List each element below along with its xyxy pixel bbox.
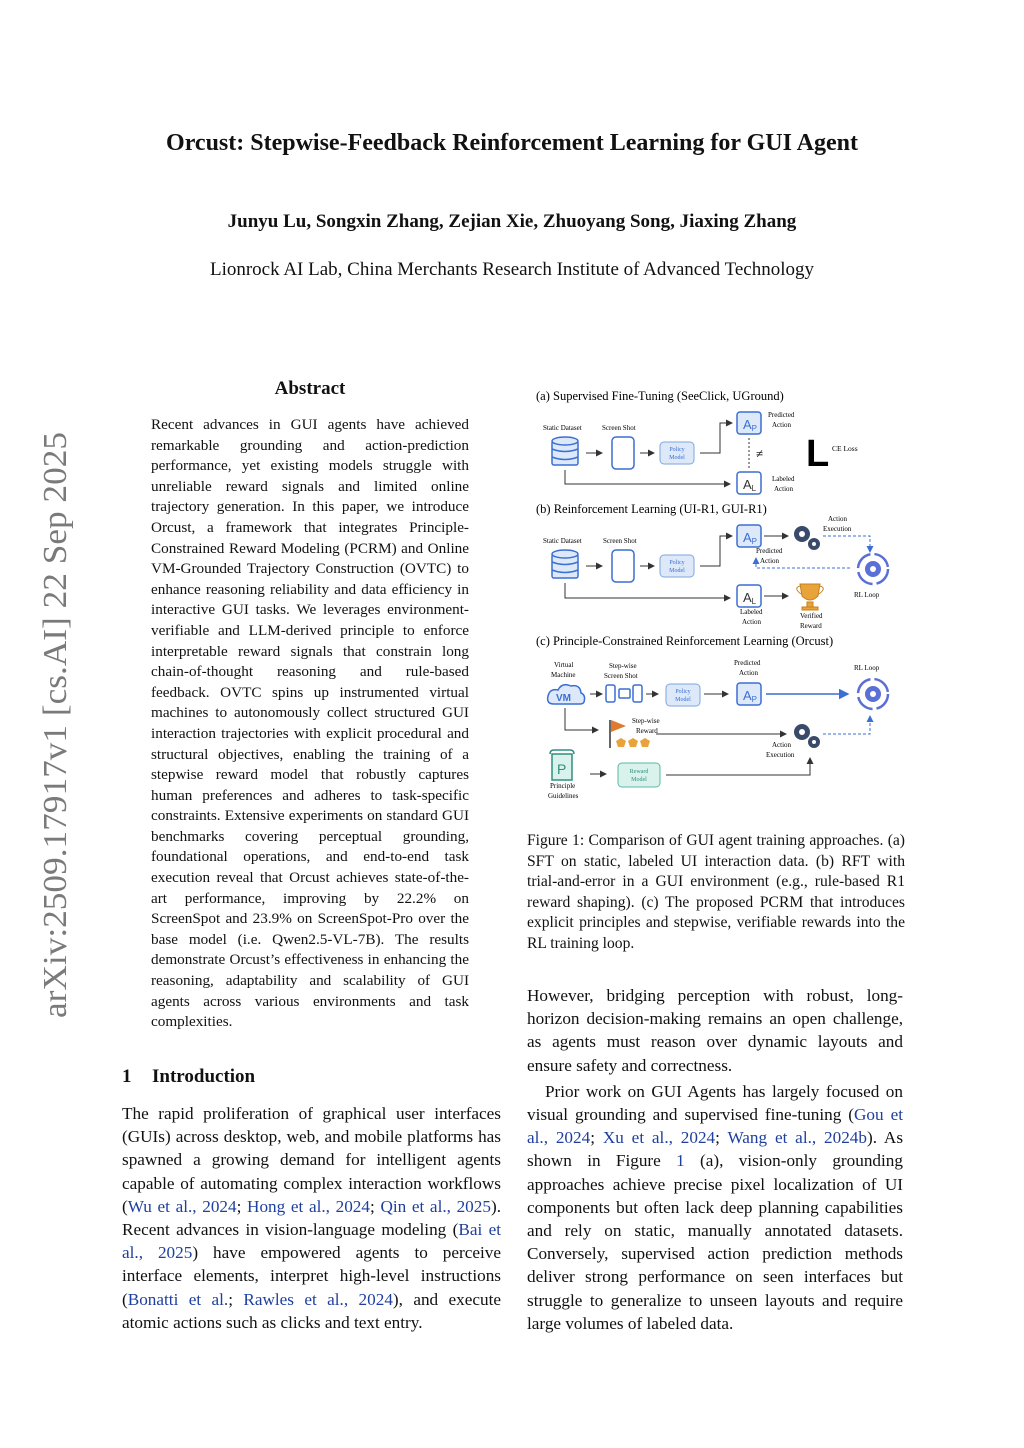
stepwise-screenshot-label: Screen Shot	[604, 672, 638, 680]
flow-arrow	[700, 536, 732, 566]
ce-loss-label: CE Loss	[832, 444, 858, 453]
stepwise-screens-icon	[606, 685, 642, 702]
action-execution-label: Execution	[766, 751, 795, 759]
predicted-action-label: Predicted	[734, 659, 761, 667]
figure-ref-link[interactable]: 1	[676, 1151, 685, 1171]
text-run: ;	[370, 1196, 381, 1216]
trophy-icon	[797, 584, 824, 610]
text-run: ;	[228, 1289, 244, 1309]
stepwise-reward-label: Step-wise	[632, 717, 660, 725]
policy-model-label: Model	[675, 697, 691, 703]
text-run: ), and execute atomic actions such as clicks and text entry.	[122, 1289, 502, 1332]
reward-model-box	[618, 763, 660, 787]
not-equal-sign: ≠	[756, 446, 764, 461]
citation-link[interactable]: Qin et al., 2025	[380, 1196, 491, 1216]
policy-model-label: Policy	[669, 560, 685, 566]
section-number: 1	[122, 1066, 132, 1087]
citation-link[interactable]: Bai et al., 2025	[122, 1220, 502, 1263]
predicted-action-label: Action	[772, 421, 792, 429]
gear-icon	[794, 526, 820, 550]
gear-icon	[794, 724, 820, 748]
action-execution-label: Action	[828, 515, 848, 523]
intro-paragraph	[122, 1102, 501, 1334]
predicted-action-label: Action	[760, 557, 780, 565]
arxiv-id: arXiv:2509.17917v1 [cs.AI] 22 Sep 2025	[37, 453, 74, 1018]
paragraph	[527, 1080, 903, 1335]
author-list: Junyu Lu, Songxin Zhang, Zejian Xie, Zhuoyang Song, Jiaxing Zhang	[227, 211, 797, 232]
citation-link[interactable]: Wu et al., 2024	[127, 1196, 237, 1216]
panel-c	[536, 634, 888, 800]
text-run: ;	[715, 1128, 728, 1148]
dashed-flow-arrow	[823, 536, 870, 552]
dashed-flow-arrow	[823, 716, 870, 734]
ap-glyph: AP	[743, 417, 758, 433]
section-heading-introduction	[122, 1066, 502, 1088]
policy-model-label: Policy	[675, 689, 691, 695]
affiliation: Lionrock AI Lab, China Merchants Research Institute of Advanced Technology	[209, 259, 815, 280]
text-run: ;	[236, 1196, 248, 1216]
static-dataset-label: Static Dataset	[543, 537, 582, 545]
citation-link[interactable]: Rawles et al., 2024	[243, 1289, 393, 1309]
citation-link[interactable]: Hong et al., 2024	[247, 1196, 370, 1216]
rl-loop-icon	[858, 679, 888, 709]
paragraph: However, bridging perception with robust, long-horizon decision-making remains an open challenge, as agents must reason over dynamic layouts and ensure safety and correctness.	[527, 986, 903, 1075]
citation-link[interactable]: Gou et al., 2024	[527, 1105, 903, 1148]
panel-a	[536, 389, 858, 494]
citation-link[interactable]: Wang et al., 2024b	[727, 1128, 867, 1148]
principle-guidelines-label: Guidelines	[548, 792, 579, 800]
reward-model-label: Model	[631, 777, 647, 783]
policy-model-label: Model	[669, 568, 685, 574]
vm-cloud-icon	[548, 685, 585, 704]
phone-icon	[612, 550, 634, 582]
policy-model-label: Policy	[669, 447, 685, 453]
pentagon-icons	[616, 738, 650, 747]
section-title: Introduction	[152, 1066, 256, 1087]
phone-icon	[612, 437, 634, 469]
flow-arrow	[666, 758, 810, 775]
screen-shot-label: Screen Shot	[603, 537, 637, 545]
arxiv-stamp	[10, 430, 80, 1020]
verified-reward-label: Verified	[800, 612, 823, 620]
vm-label: VM	[556, 693, 571, 704]
predicted-action-label: Predicted	[768, 411, 795, 419]
figure-1	[530, 386, 910, 806]
database-icon	[552, 550, 578, 578]
rl-loop-label: RL Loop	[854, 591, 880, 599]
reward-model-label: Reward	[629, 769, 649, 775]
text-run: ). As shown in Figure	[527, 1128, 904, 1171]
panel-b-title: (b) Reinforcement Learning (UI-R1, GUI-R1)	[536, 502, 767, 516]
predicted-action-label: Action	[739, 669, 759, 677]
principle-document-icon	[550, 750, 574, 780]
abstract-heading: Abstract	[274, 378, 346, 399]
predicted-action-label: Predicted	[756, 547, 783, 555]
text-run: ) have empowered agents to perceive interface elements, interpret high-level instructions (	[122, 1243, 501, 1309]
stepwise-reward-label: Reward	[636, 727, 658, 735]
labeled-action-label: Labeled	[740, 608, 763, 616]
virtual-machine-label: Virtual	[554, 661, 574, 669]
action-execution-label: Execution	[823, 525, 852, 533]
flow-arrow	[565, 583, 730, 598]
text-run: (a), vision-only grounding approaches achieve precise pixel localization of UI components but often lack deep planning capabilities and rely on static, manually annotated datasets. Conversely, supervised action prediction methods deliver strong performance on seen interfaces but struggle to generalize to unseen layouts and require large volumes of labeled data.	[527, 1151, 903, 1333]
flow-arrow	[565, 708, 598, 730]
verified-reward-label: Reward	[800, 622, 822, 630]
principle-guidelines-label: Principle	[550, 782, 576, 790]
flow-arrow	[700, 423, 732, 453]
citation-link[interactable]: Bonatti et al.	[127, 1289, 229, 1309]
rl-loop-icon	[858, 554, 888, 584]
action-execution-label: Action	[772, 741, 792, 749]
screen-shot-label: Screen Shot	[602, 424, 636, 432]
rl-loop-label: RL Loop	[854, 664, 880, 672]
labeled-action-label: Action	[742, 618, 762, 626]
principle-glyph: P	[557, 761, 567, 777]
virtual-machine-label: Machine	[551, 671, 576, 679]
labeled-action-label: Labeled	[772, 475, 795, 483]
text-run: ;	[590, 1128, 603, 1148]
citation-link[interactable]: Xu et al., 2024	[602, 1128, 716, 1148]
flow-arrow	[565, 470, 730, 484]
stepwise-screenshot-label: Step-wise	[609, 662, 637, 670]
figure-caption: Figure 1: Comparison of GUI agent training approaches. (a) SFT on static, labeled UI interaction data. (b) RFT with trial-and-error in a GUI environment (e.g., rule-based R1 reward shaping). (c) The proposed PCRM that introduces explicit principles and stepwise, verifiable rewards into the RL training loop.	[527, 832, 905, 952]
static-dataset-label: Static Dataset	[543, 424, 582, 432]
ap-glyph: AP	[743, 530, 758, 546]
panel-c-title: (c) Principle-Constrained Reinforcement Learning (Orcust)	[536, 634, 834, 648]
al-glyph: AL	[743, 477, 757, 493]
ap-glyph: AP	[743, 688, 758, 704]
panel-b	[536, 502, 888, 630]
policy-model-label: Model	[669, 455, 685, 461]
abstract-body: Recent advances in GUI agents have achieved remarkable grounding and action-prediction performance, yet existing models struggle with unreliable reward signals and limited online trajectory generation. In this paper, we introduce Orcust, a framework that integrates Principle-Constrained Reward Modeling (PCRM) and Online VM-Grounded Trajectory Construction (OVTC) to enhance reasoning reliability and data efficiency in interactive GUI tasks. We leverages environment-verifiable and LLM-derived principle to enforce interpretable reward signals that constrain long chain-of-thought reasoning and rule-based feedback. OVTC spins up instrumented virtual machines to autonomously collect structured GUI interaction trajectories with explicit procedural and structural objectives, enabling the training of a stepwise reward model that robustly captures human preferences and adheres to task-specific constraints. Extensive experiments on standard GUI benchmarks covering perceptual grounding, foundational operations, and end-to-end task execution reveal that Orcust achieves state-of-the-art performance, improving by 22.2% on ScreenSpot and 23.9% on ScreenSpot-Pro over the base model (i.e. Qwen2.5-VL-7B). The results demonstrate Orcust’s effectiveness in enhancing the reasoning, adaptability and scalability of GUI agents across various environments and task complexities.	[151, 416, 469, 1031]
al-glyph: AL	[743, 590, 757, 606]
database-icon	[552, 437, 578, 465]
right-column-text	[527, 984, 903, 1335]
text-run: ). Recent advances in vision-language modeling (	[122, 1196, 501, 1240]
labeled-action-label: Action	[774, 485, 794, 493]
text-run: The rapid proliferation of graphical user interfaces (GUIs) across desktop, web, and mobile platforms has spawned a growing demand for intelligent agents capable of automating complex interaction workflows (	[122, 1104, 501, 1216]
panel-a-title: (a) Supervised Fine-Tuning (SeeClick, UGround)	[536, 389, 784, 403]
loss-glyph: L	[806, 433, 830, 475]
paper-title: Orcust: Stepwise-Feedback Reinforcement Learning for GUI Agent	[166, 130, 858, 156]
text-run: Prior work on GUI Agents has largely focused on visual grounding and supervised fine-tuning (	[527, 1081, 903, 1125]
